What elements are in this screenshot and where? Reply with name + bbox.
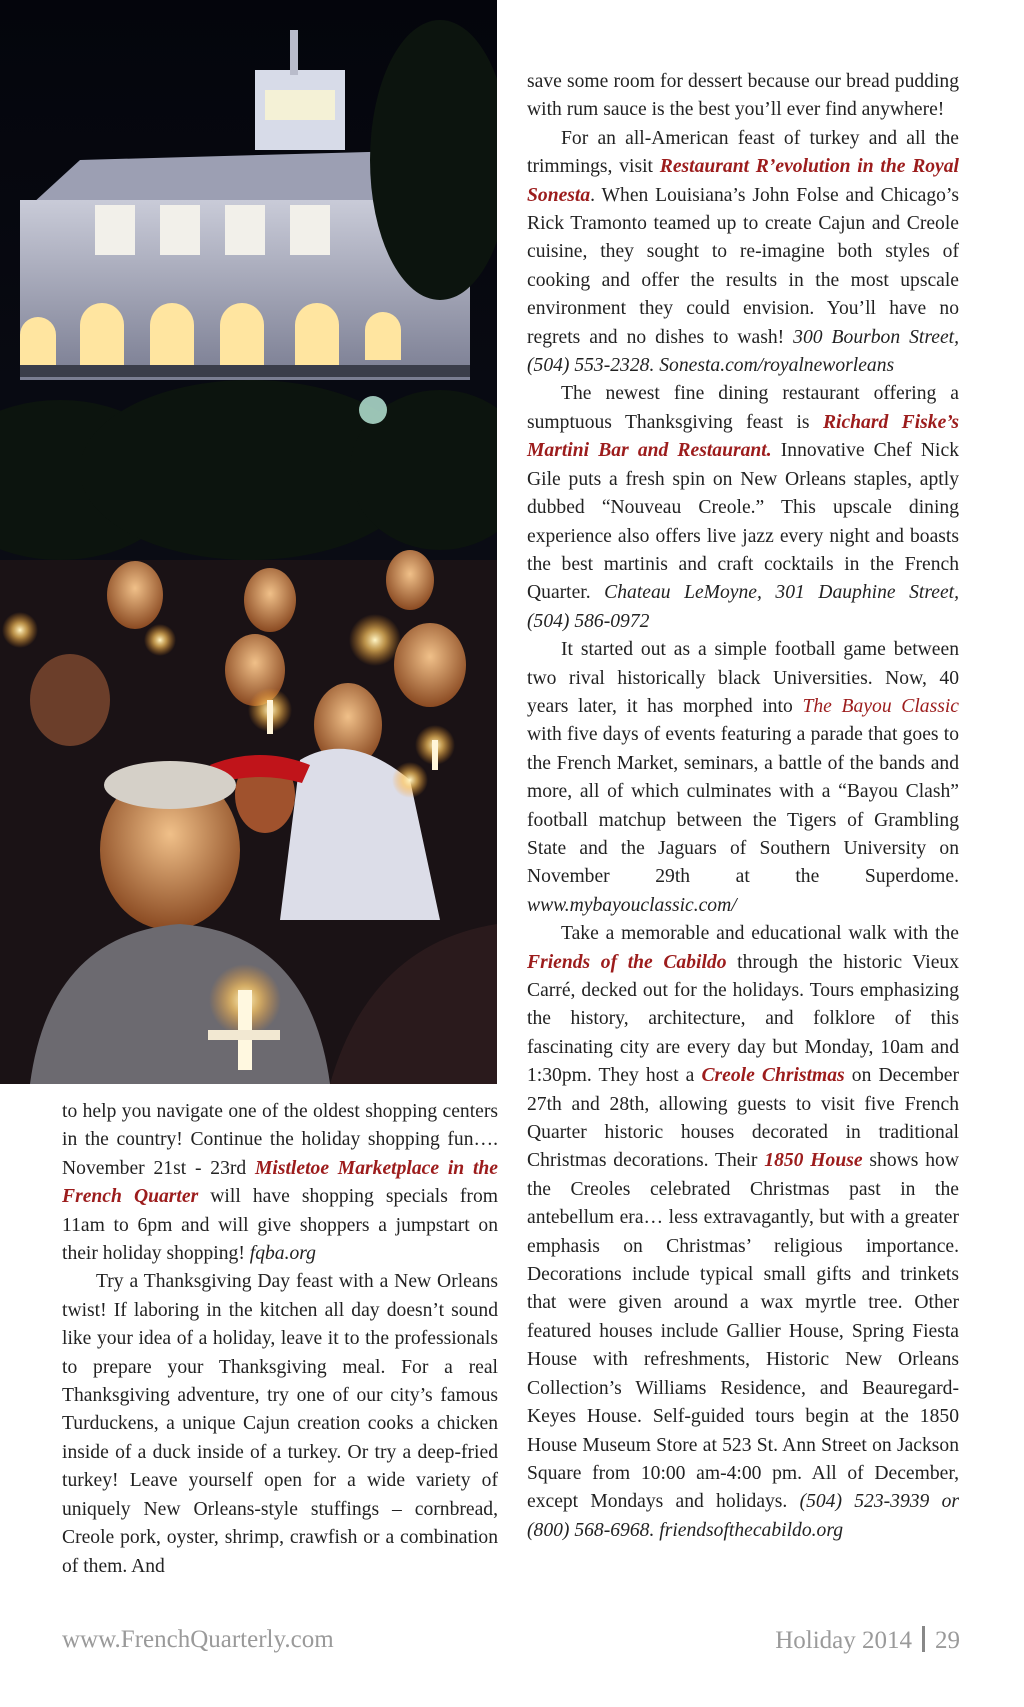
right-article-column: [527, 68, 959, 1545]
candlelight-caroling-photo: [0, 0, 497, 1084]
venue-bayou-classic: The Bayou Classic: [802, 695, 959, 717]
left-article-column: [62, 1098, 498, 1581]
address-fiske: Chateau LeMoyne, 301 Dauphine Street, (504) 586-0972: [527, 582, 959, 632]
paragraph-revolution: For an all-American feast of turkey and all the trimmings, visit Restaurant R’evolution in the Royal Sonesta. When Louisiana’s John Folse and Chicago’s Rick Tramonto teamed up to create Cajun and Creole cuisine, they sought to re-imagine both styles of cooking and offer the results in the most upscale environment they could envision. You’ll have no regrets and no dishes to wash! 300 Bourbon Street, (504) 553-2328. Sonesta.com/royalneworleans: [527, 127, 959, 377]
venue-creole-christmas: Creole Christmas: [701, 1065, 845, 1087]
venue-restaurant-revolution: Restaurant R’evolution in the Royal Sonesta: [527, 156, 959, 206]
footer-website[interactable]: www.FrenchQuarterly.com: [62, 1626, 334, 1653]
phone-cabildo: (504) 523-3939 or (800) 568-6968.: [527, 1491, 959, 1541]
page-number: 29: [935, 1627, 960, 1654]
link-fqba[interactable]: fqba.org: [249, 1243, 316, 1265]
link-cabildo[interactable]: friendsofthecabildo.org: [659, 1519, 844, 1541]
paragraph-fiske: The newest fine dining restaurant offering a sumptuous Thanksgiving feast is Richard Fiske’s Martini Bar and Restaurant. Innovative Chef Nick Gile puts a fresh spin on New Orleans staples, aptly dubbed “Nouveau Creole.” This upscale dining experience also offers live jazz every night and boasts the best martinis and craft cocktails in the French Quarter. Chateau LeMoyne, 301 Dauphine Street, (504) 586-0972: [527, 383, 959, 632]
paragraph-cabildo: Take a memorable and educational walk with the Friends of the Cabildo through the historic Vieux Carré, decked out for the holidays. Tours emphasizing the history, architecture, and folklore of this fascinating city are every day but Monday, 10am and 1:30pm. They host a Creole Christmas on December 27th and 28th, allowing guests to visit five French Quarter historic houses decorated in traditional Christmas decorations. Their 1850 House shows how the Creoles celebrated Christmas past in the antebellum era… less extravagantly, but with a greater emphasis on Christmas’ religious importance. Decorations include typical small gifts and trinkets that were given around a wax myrtle tree. Other featured houses include Gallier House, Spring Fiesta House with refreshments, Historic New Orleans Collection’s Williams Residence, and Beauregard-Keyes House. Self-guided tours begin at the 1850 House Museum Store at 523 St. Ann Street on Jackson Square from 10:00 am-4:00 pm. All of December, except Mondays and holidays. (504) 523-3939 or (800) 568-6968. friendsofthecabildo.org: [527, 923, 959, 1541]
address-revolution: 300 Bourbon Street, (504) 553-2328. Sonesta.com/royalneworleans: [527, 326, 959, 377]
venue-mistletoe-marketplace: Mistletoe Marketplace in the French Quarter: [62, 1157, 498, 1208]
paragraph-thanksgiving: Try a Thanksgiving Day feast with a New Orleans twist! If laboring in the kitchen all day doesn’t sound like your idea of a holiday, leave it to the professionals to prepare your Thanksgiving meal. For a real Thanksgiving adventure, try one of our city’s famous Turduckens, a unique Cajun creation cooks a chicken inside of a duck inside of a turkey. Or try a deep-fried turkey! Leave yourself open for a wide variety of uniquely New Orleans-style stuffings – cornbread, Creole pork, oyster, shrimp, crawfish or a combination of them. And: [62, 1271, 498, 1577]
link-bayou-classic[interactable]: www.mybayouclassic.com/: [527, 894, 737, 916]
venue-richard-fiske: Richard Fiske’s Martini Bar and Restaurant.: [527, 411, 959, 462]
issue-label: Holiday 2014: [775, 1627, 912, 1654]
paragraph-shopping: to help you navigate one of the oldest shopping centers in the country! Continue the holiday shopping fun…. November 21st - 23rd Mistletoe Marketplace in the French Quarter will have shopping specials from 11am to 6pm and will give shoppers a jumpstart on their holiday shopping! fqba.org: [62, 1101, 498, 1265]
footer-issue-page: [775, 1626, 960, 1655]
venue-1850-house: 1850 House: [764, 1150, 863, 1172]
paragraph-bayou-classic: It started out as a simple football game between two rival historically black Universities. Now, 40 years later, it has morphed into The Bayou Classic with five days of events featuring a parade that goes to the French Market, seminars, a battle of the bands and more, all of which culminates with a “Bayou Clash” football matchup between the Tigers of Grambling State and the Jaguars of Southern University on November 29th at the Superdome. www.mybayouclassic.com/: [527, 639, 959, 916]
divider: [922, 1626, 925, 1652]
paragraph-dessert: save some room for dessert because our bread pudding with rum sauce is the best you’ll ever find anywhere!: [527, 71, 959, 121]
venue-friends-of-cabildo: Friends of the Cabildo: [527, 951, 727, 973]
